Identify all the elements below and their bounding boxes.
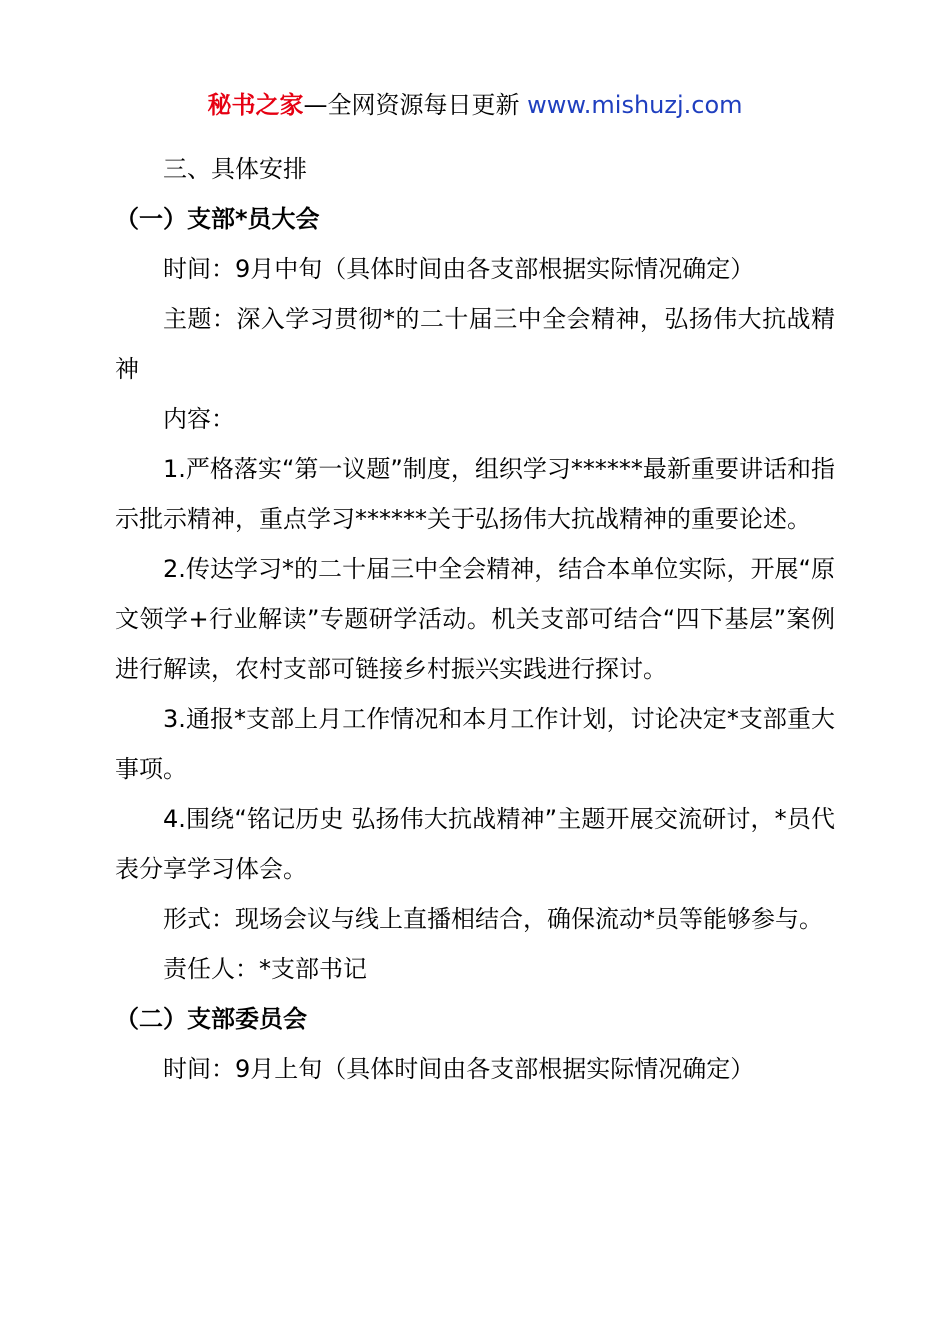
- part1-item-4: 4.围绕“铭记历史 弘扬伟大抗战精神”主题开展交流研讨，*员代表分享学习体会。: [115, 805, 835, 883]
- section-title: 三、具体安排: [163, 155, 307, 183]
- part1-content-label: 内容：: [163, 405, 235, 433]
- part2-time: 时间：9月上旬（具体时间由各支部根据实际情况确定）: [163, 1055, 755, 1083]
- part1-title: （一）支部*员大会: [115, 205, 320, 233]
- part1-item-3: 3.通报*支部上月工作情况和本月工作计划，讨论决定*支部重大事项。: [115, 705, 835, 783]
- header-tagline: —全网资源每日更新: [303, 91, 528, 119]
- site-url-link[interactable]: www.mishuzj.com: [527, 91, 743, 119]
- part2-title: （二）支部委员会: [115, 1005, 307, 1033]
- part1-item-2: 2.传达学习*的二十届三中全会精神，结合本单位实际，开展“原文领学+行业解读”专题研学活动。机关支部可结合“四下基层”案例进行解读，农村支部可链接乡村振兴实践进行探讨。: [115, 555, 835, 683]
- part1-responsible: 责任人：*支部书记: [163, 955, 367, 983]
- brand-name: 秘书之家: [207, 91, 304, 119]
- part1-form: 形式：现场会议与线上直播相结合，确保流动*员等能够参与。: [163, 905, 823, 933]
- part1-time: 时间：9月中旬（具体时间由各支部根据实际情况确定）: [163, 255, 755, 283]
- site-header: [0, 88, 950, 122]
- part1-item-1: 1.严格落实“第一议题”制度，组织学习******最新重要讲话和指示批示精神，重点学习******关于弘扬伟大抗战精神的重要论述。: [115, 455, 835, 533]
- part1-theme: 主题：深入学习贯彻*的二十届三中全会精神，弘扬伟大抗战精神: [115, 305, 835, 383]
- document-body: [115, 144, 835, 1094]
